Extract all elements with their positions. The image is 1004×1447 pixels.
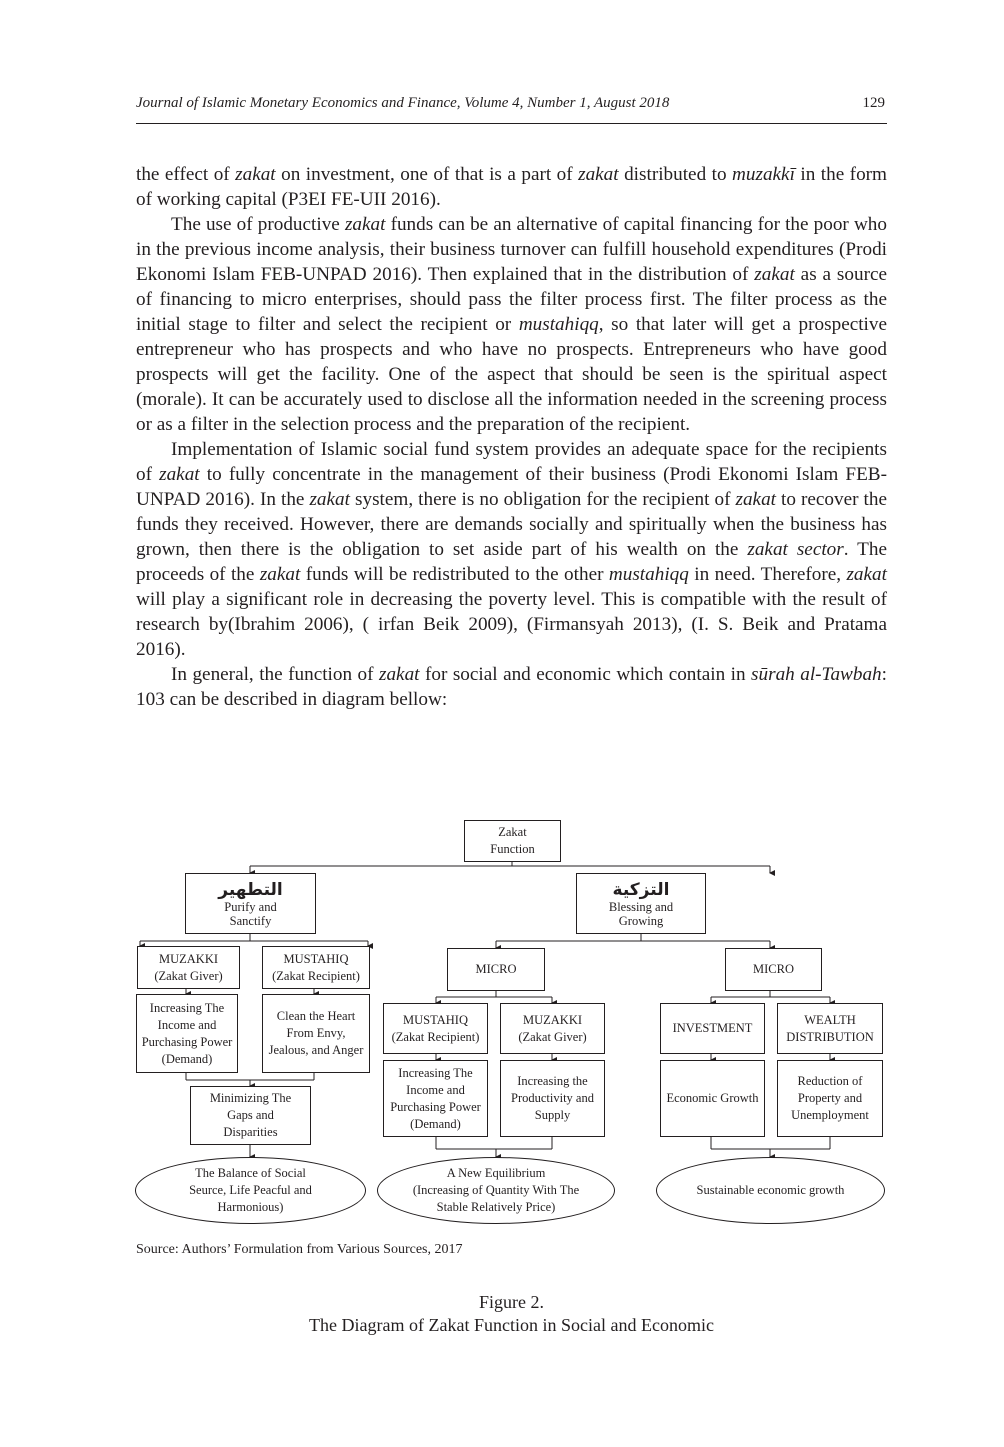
figure-title: The Diagram of Zakat Function in Social and Economic [309, 1315, 714, 1335]
minimizing-gaps-box: Minimizing The Gaps and Disparities [190, 1086, 311, 1145]
clean-heart-box: Clean the Heart From Envy, Jealous, and Anger [262, 994, 370, 1073]
micro-box-1: MICRO [447, 948, 545, 991]
income-left-box: Increasing The Income and Purchasing Power (Demand) [136, 994, 238, 1073]
investment-box: INVESTMENT [660, 1003, 765, 1054]
wealth-distribution-box: WEALTH DISTRIBUTION [777, 1003, 883, 1054]
figure-label: Figure 2. [479, 1292, 544, 1312]
zakat-function-box: Zakat Function [464, 820, 561, 862]
balance-oval: The Balance of Social Seurce, Life Peacful and Harmonious) [135, 1157, 366, 1224]
arabic-term: التطهير [218, 879, 283, 900]
sustainable-growth-oval: Sustainable economic growth [656, 1157, 885, 1224]
page-number: 129 [862, 95, 885, 111]
paragraph: the effect of zakat on investment, one of that is a part of zakat distributed to muzakkī in the form of working capital (P3EI FE-UII 2016). [136, 164, 887, 210]
purify-sanctify-box: التطهير Purify and Sanctify [185, 873, 316, 934]
equilibrium-oval: A New Equilibrium (Increasing of Quantity With The Stable Relatively Price) [377, 1157, 615, 1224]
journal-title: Journal of Islamic Monetary Economics and Finance, Volume 4, Number 1, August 2018 [136, 95, 670, 111]
figure-source: Source: Authors’ Formulation from Various Sources, 2017 [136, 1242, 463, 1257]
paragraph: In general, the function of zakat for social and economic which contain in sūrah al-Tawbah: 103 can be described in diagram bellow: [136, 664, 887, 710]
mustahiq-left-box: MUSTAHIQ (Zakat Recipient) [262, 946, 370, 989]
blessing-growing-box: التزكية Blessing and Growing [576, 873, 706, 934]
mustahiq-mid-box: MUSTAHIQ (Zakat Recipient) [383, 1003, 488, 1054]
economic-growth-box: Economic Growth [660, 1060, 765, 1137]
muzakki-left-box: MUZAKKI (Zakat Giver) [137, 946, 240, 989]
figure-caption [136, 1291, 887, 1337]
income-mid-box: Increasing The Income and Purchasing Power (Demand) [383, 1060, 488, 1137]
reduction-box: Reduction of Property and Unemployment [777, 1060, 883, 1137]
muzakki-mid-box: MUZAKKI (Zakat Giver) [500, 1003, 605, 1054]
arabic-term: التزكية [612, 879, 670, 900]
micro-box-2: MICRO [725, 948, 822, 991]
paragraph: The use of productive zakat funds can be an alternative of capital financing for the poor who in the previous income analysis, their business turnover can fulfill household expenditures (Prodi Ekonomi Islam FEB-UNPAD 2016). Then explained that in the distribution of zakat as a source of financing to micro enterprises, should pass the filter process first. The filter process as the initial stage to filter and select the recipient or mustahiqq, so that later will get a prospective entrepreneur who has prospects and who have no prospects. Entrepreneurs who have good prospects will get the facility. One of the aspect that should be seen is the spiritual aspect (morale). It can be accurately used to disclose all the information needed in the screening process or as a filter in the selection process and the preparation of the recipient. [136, 214, 888, 435]
paragraph: Implementation of Islamic social fund system provides an adequate space for the recipients of zakat to fully concentrate in the management of their business (Prodi Ekonomi Islam FEB-UNPAD 2016). In the zakat system, there is no obligation for the recipient of zakat to recover the funds they received. However, there are demands socially and spiritually when the business has grown, then there is the obligation to set aside part of his wealth on the zakat sector. The proceeds of the zakat funds will be redistributed to the other mustahiqq in need. Therefore, zakat will play a significant role in decreasing the poverty level. This is compatible with the result of research by(Ibrahim 2006), ( irfan Beik 2009), (Firmansyah 2013), (I. S. Beik and Pratama 2016). [136, 439, 888, 660]
productivity-box: Increasing the Productivity and Supply [500, 1060, 605, 1137]
